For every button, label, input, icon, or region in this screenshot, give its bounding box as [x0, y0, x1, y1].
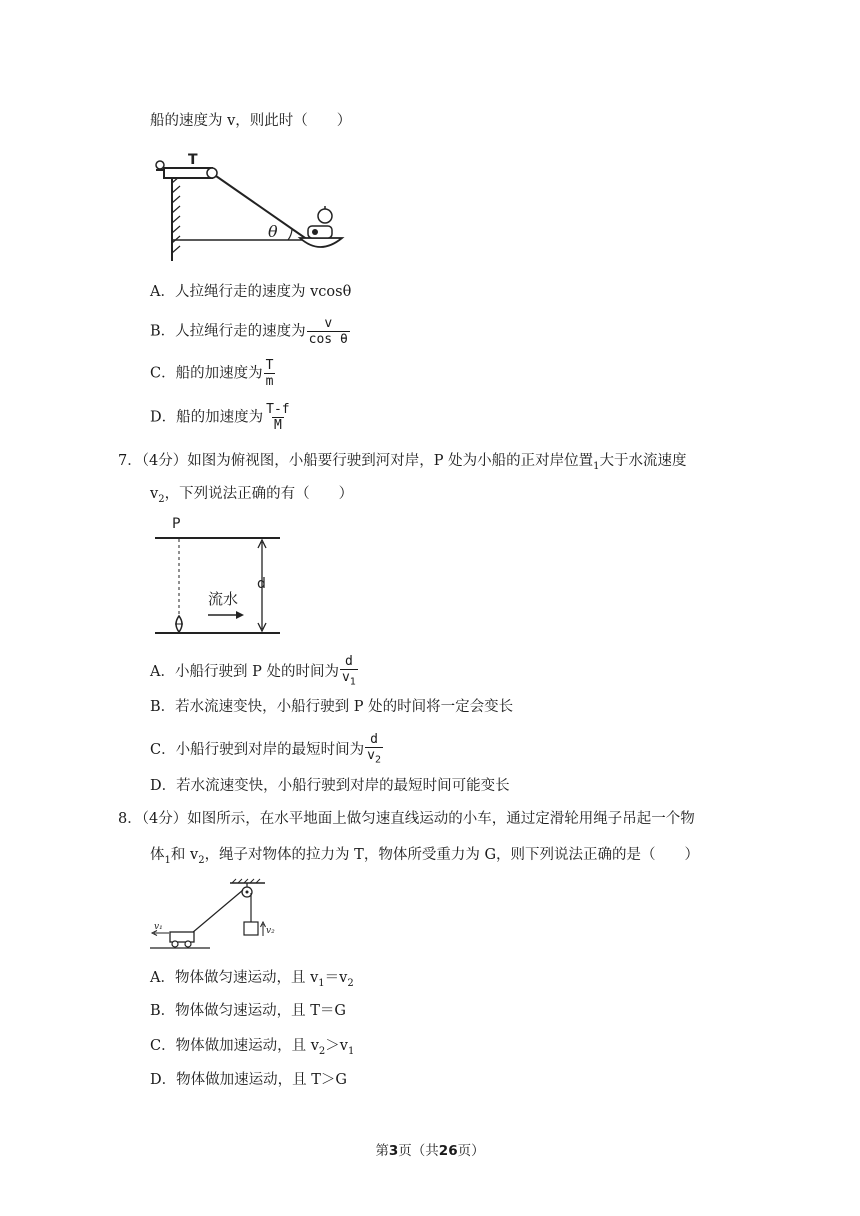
- q8-figure: [150, 878, 290, 953]
- q8-option-c[interactable]: C．物体做加速运动，且 $v_2>v_1$: [150, 1038, 355, 1057]
- q6-option-a[interactable]: A．人拉绳行走的速度为 vcosθ: [150, 284, 352, 300]
- q8-label-v2: v₂: [266, 926, 275, 936]
- q7-option-a-fraction: $\frac{d}{v_1}$: [341, 654, 356, 688]
- q7-figure: [150, 512, 290, 640]
- q7-option-a[interactable]: A．小船行驶到 P 处的时间为 $\frac{d}{v_1}$: [150, 654, 356, 688]
- q7-option-c-fraction: $\frac{d}{v_2}$: [367, 732, 381, 766]
- q7-label-P: P: [172, 516, 181, 532]
- q6-option-b[interactable]: B．人拉绳行走的速度为 $\frac{v}{\text{cos θ}}$: [150, 316, 348, 347]
- q7-option-d[interactable]: D．若水流速变快，小船行驶到对岸的最短时间可能变长: [150, 778, 510, 794]
- q6-option-d[interactable]: D．船的加速度为 $\frac{T-f}{M}$: [150, 402, 290, 433]
- q8-stem-line2: 体$_1$和 $v_2$，绳子对物体的拉力为 T，物体所受重力为 G，则下列说法正确的是（ ）: [150, 847, 700, 866]
- q6-option-c[interactable]: C．船的加速度为 $\frac{T}{m}$: [150, 358, 274, 389]
- q8-option-a[interactable]: A．物体做匀速运动，且 $v_1=v_2$: [150, 970, 354, 989]
- q7-option-c[interactable]: C．小船行驶到对岸的最短时间为 $\frac{d}{v_2}$: [150, 732, 381, 766]
- q6-label-T: T: [188, 152, 198, 168]
- q6-option-c-fraction: $\frac{T}{m}$: [265, 358, 274, 389]
- q7-stem-line2: $v_2$，下列说法正确的有（ ）: [150, 486, 354, 505]
- q8-stem-line1: 8．（4分）如图所示，在水平地面上做匀速直线运动的小车，通过定滑轮用绳子吊起一个物: [118, 811, 695, 827]
- q6-option-b-fraction: $\frac{v}{\text{cos θ}}$: [308, 316, 348, 347]
- q6-option-d-fraction: $\frac{T-f}{M}$: [266, 402, 290, 433]
- q8-option-d[interactable]: D．物体做加速运动，且 T＞G: [150, 1072, 348, 1088]
- q6-stem-tail: 船的速度为 v，则此时（ ）: [150, 113, 352, 129]
- q7-label-flow: 流水: [208, 590, 239, 608]
- q6-label-theta: θ: [268, 222, 278, 241]
- q8-option-b[interactable]: B．物体做匀速运动，且 T＝G: [150, 1003, 347, 1019]
- q8-label-v1: v₁: [154, 922, 163, 932]
- q7-stem-line1: 7．（4分）如图为俯视图，小船要行驶到河对岸，P 处为小船的正对岸位置$_1$大于水流速度: [118, 453, 687, 472]
- page-footer: 第3页（共26页）: [375, 1143, 485, 1159]
- q7-option-b[interactable]: B．若水流速变快，小船行驶到 P 处的时间将一定会变长: [150, 699, 514, 715]
- q6-figure: [150, 148, 355, 263]
- q7-label-d: d: [257, 576, 266, 592]
